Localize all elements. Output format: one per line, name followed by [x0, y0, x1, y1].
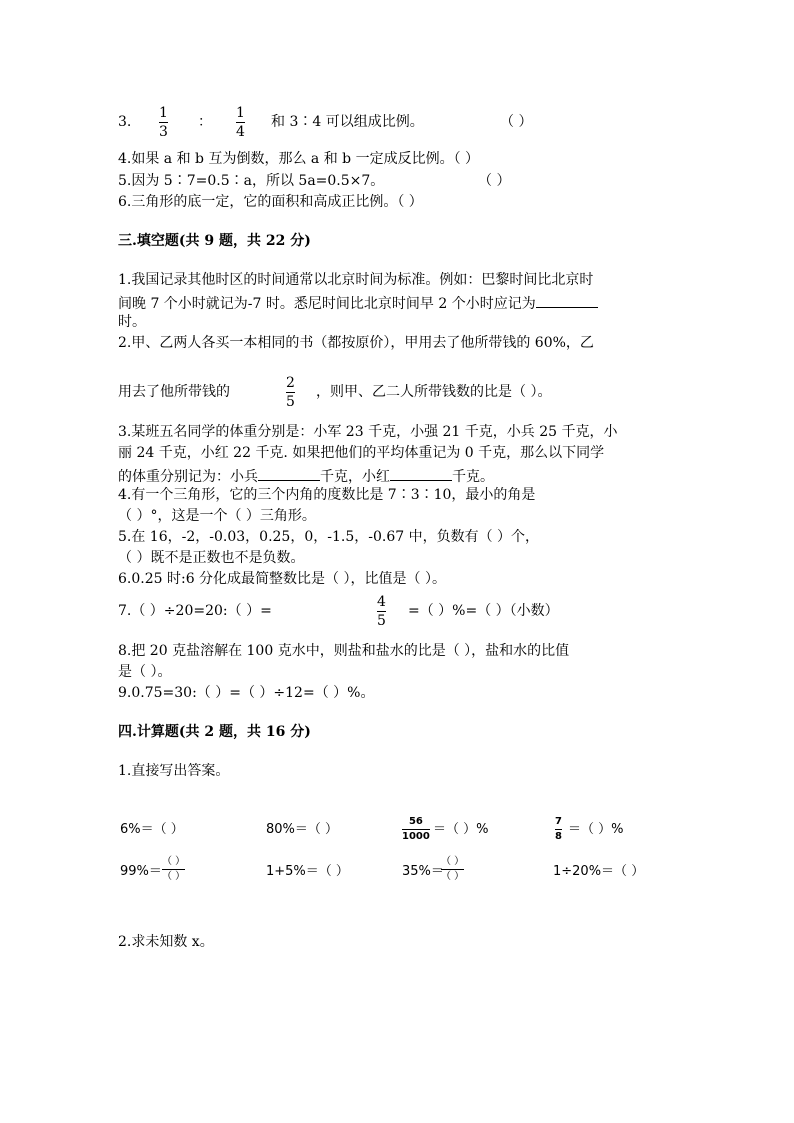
fill-q8-line1: 8.把 20 克盐溶解在 100 克水中，则盐和盐水的比是（ ），盐和水的比值: [118, 643, 570, 659]
fraction-denominator[interactable]: （ ）: [441, 871, 465, 882]
fraction-denominator: 8: [555, 831, 562, 842]
judge-q3-number: 3.: [118, 114, 132, 130]
fill-q3-text-c: 千克。: [452, 469, 494, 485]
fraction-numerator: 56: [408, 816, 423, 827]
fraction-bar: [162, 869, 185, 870]
calc-r1c4-rest: ＝（ ）%: [568, 822, 624, 837]
fill-q3-blank-1[interactable]: [258, 465, 320, 481]
fill-q1-line3: 时。: [118, 314, 146, 330]
fill-q1-blank[interactable]: [536, 292, 598, 308]
calc-r1c3-rest: ＝（ ）%: [433, 822, 489, 837]
judge-q3-fraction-1: [159, 105, 168, 140]
fill-q5-line1: 5.在 16，-2，-0.03，0.25，0，-1.5，-0.67 中，负数有（ ）个，: [118, 529, 540, 545]
fraction-denominator: 3: [159, 124, 168, 140]
calc-q1: 1.直接写出答案。: [118, 763, 230, 779]
fill-q3-text-a: 的体重分别记为：小兵: [118, 469, 258, 485]
fraction-numerator: 4: [377, 594, 386, 610]
calc-q2: 2.求未知数 x。: [118, 934, 214, 950]
calc-r2c2: 1+5%＝（ ）: [266, 864, 349, 879]
fill-q3-line3: [118, 465, 494, 487]
fill-q2-fraction: [286, 375, 295, 410]
fraction-bar: [159, 122, 168, 123]
calc-r1c2: 80%＝（ ）: [266, 822, 339, 837]
calc-r1c3-fraction: [402, 816, 430, 843]
fill-q1-line2: [118, 292, 598, 314]
fill-q1-line1: 1.我国记录其他时区的时间通常以北京时间为标准。例如：巴黎时间比北京时: [118, 272, 594, 288]
fraction-denominator: 5: [286, 394, 295, 410]
fraction-bar: [555, 829, 562, 830]
judge-q3-text: 和 3∶4 可以组成比例。: [271, 114, 424, 130]
calc-r1c4-fraction: [555, 816, 562, 843]
fill-q7-part-a: 7.（ ）÷20=20:（ ）=: [118, 603, 272, 619]
calc-r2c1-fraction: [162, 856, 185, 883]
calc-r2c1-label: 99%＝: [120, 864, 162, 879]
fraction-numerator[interactable]: （ ）: [162, 856, 186, 867]
fill-q3-blank-2[interactable]: [390, 465, 452, 481]
section-heading-calc: 四.计算题(共 2 题，共 16 分): [118, 724, 311, 740]
judge-q3-colon: ：: [198, 114, 212, 130]
fill-q7-fraction: [377, 594, 386, 629]
judge-q3-answer-paren[interactable]: （ ）: [500, 114, 533, 130]
calc-r1c1: 6%＝（ ）: [120, 822, 184, 837]
fraction-numerator[interactable]: （ ）: [441, 856, 465, 867]
fill-q3-line2: 丽 24 千克，小红 22 千克. 如果把他们的平均体重记为 0 千克，那么以下同学: [118, 445, 605, 461]
fill-q9: 9.0.75=30:（ ）=（ ）÷12=（ ）%。: [118, 685, 375, 701]
calc-r2c4: 1÷20%＝（ ）: [553, 864, 645, 879]
fraction-bar: [441, 869, 464, 870]
section-heading-fill: 三.填空题(共 9 题，共 22 分): [118, 233, 311, 249]
fill-q2-line2b: ，则甲、乙二人所带钱数的比是（ ）。: [316, 384, 552, 400]
fill-q8-line2: 是（ ）。: [118, 664, 172, 680]
fraction-denominator: 1000: [402, 831, 430, 842]
judge-q4: 4.如果 a 和 b 互为倒数，那么 a 和 b 一定成反比例。（ ）: [118, 151, 480, 167]
fill-q1-line2-text: 间晚 7 个小时就记为-7 时。悉尼时间比北京时间早 2 个小时应记为: [118, 296, 536, 312]
fraction-bar: [402, 829, 430, 830]
fraction-numerator: 1: [159, 105, 168, 121]
fraction-denominator[interactable]: （ ）: [162, 871, 186, 882]
fraction-bar: [377, 611, 386, 612]
fill-q7-part-b: =（ ）%=（ ）（小数）: [408, 603, 559, 619]
judge-q5-answer-paren[interactable]: （ ）: [478, 173, 511, 189]
judge-q6: 6.三角形的底一定，它的面积和高成正比例。（ ）: [118, 194, 423, 210]
judge-q5: 5.因为 5∶7=0.5∶a，所以 5a=0.5×7。: [118, 173, 385, 189]
fraction-bar: [286, 392, 295, 393]
fill-q2-line2a: 用去了他所带钱的: [118, 384, 230, 400]
calc-r2c3-label: 35%＝: [402, 864, 444, 879]
fraction-denominator: 5: [377, 613, 386, 629]
fill-q3-line1: 3.某班五名同学的体重分别是：小军 23 千克，小强 21 千克，小兵 25 千克，小: [118, 424, 618, 440]
fill-q5-line2: （ ）既不是正数也不是负数。: [118, 550, 305, 566]
fraction-bar: [236, 122, 245, 123]
fill-q6: 6.0.25 时:6 分化成最简整数比是（ ），比值是（ ）。: [118, 571, 446, 587]
fill-q3-text-b: 千克，小红: [320, 469, 390, 485]
fraction-numerator: 1: [236, 105, 245, 121]
fill-q2-line1: 2.甲、乙两人各买一本相同的书（都按原价），甲用去了他所带钱的 60%，乙: [118, 335, 594, 351]
calc-r2c3-fraction: [441, 856, 464, 883]
fill-q4-line2: （ ）°，这是一个（ ）三角形。: [118, 508, 316, 524]
judge-q3-fraction-2: [236, 105, 245, 140]
fraction-numerator: 7: [555, 816, 562, 827]
fraction-numerator: 2: [286, 375, 295, 391]
fraction-denominator: 4: [236, 124, 245, 140]
fill-q4-line1: 4.有一个三角形，它的三个内角的度数比是 7∶3∶10，最小的角是: [118, 487, 536, 503]
